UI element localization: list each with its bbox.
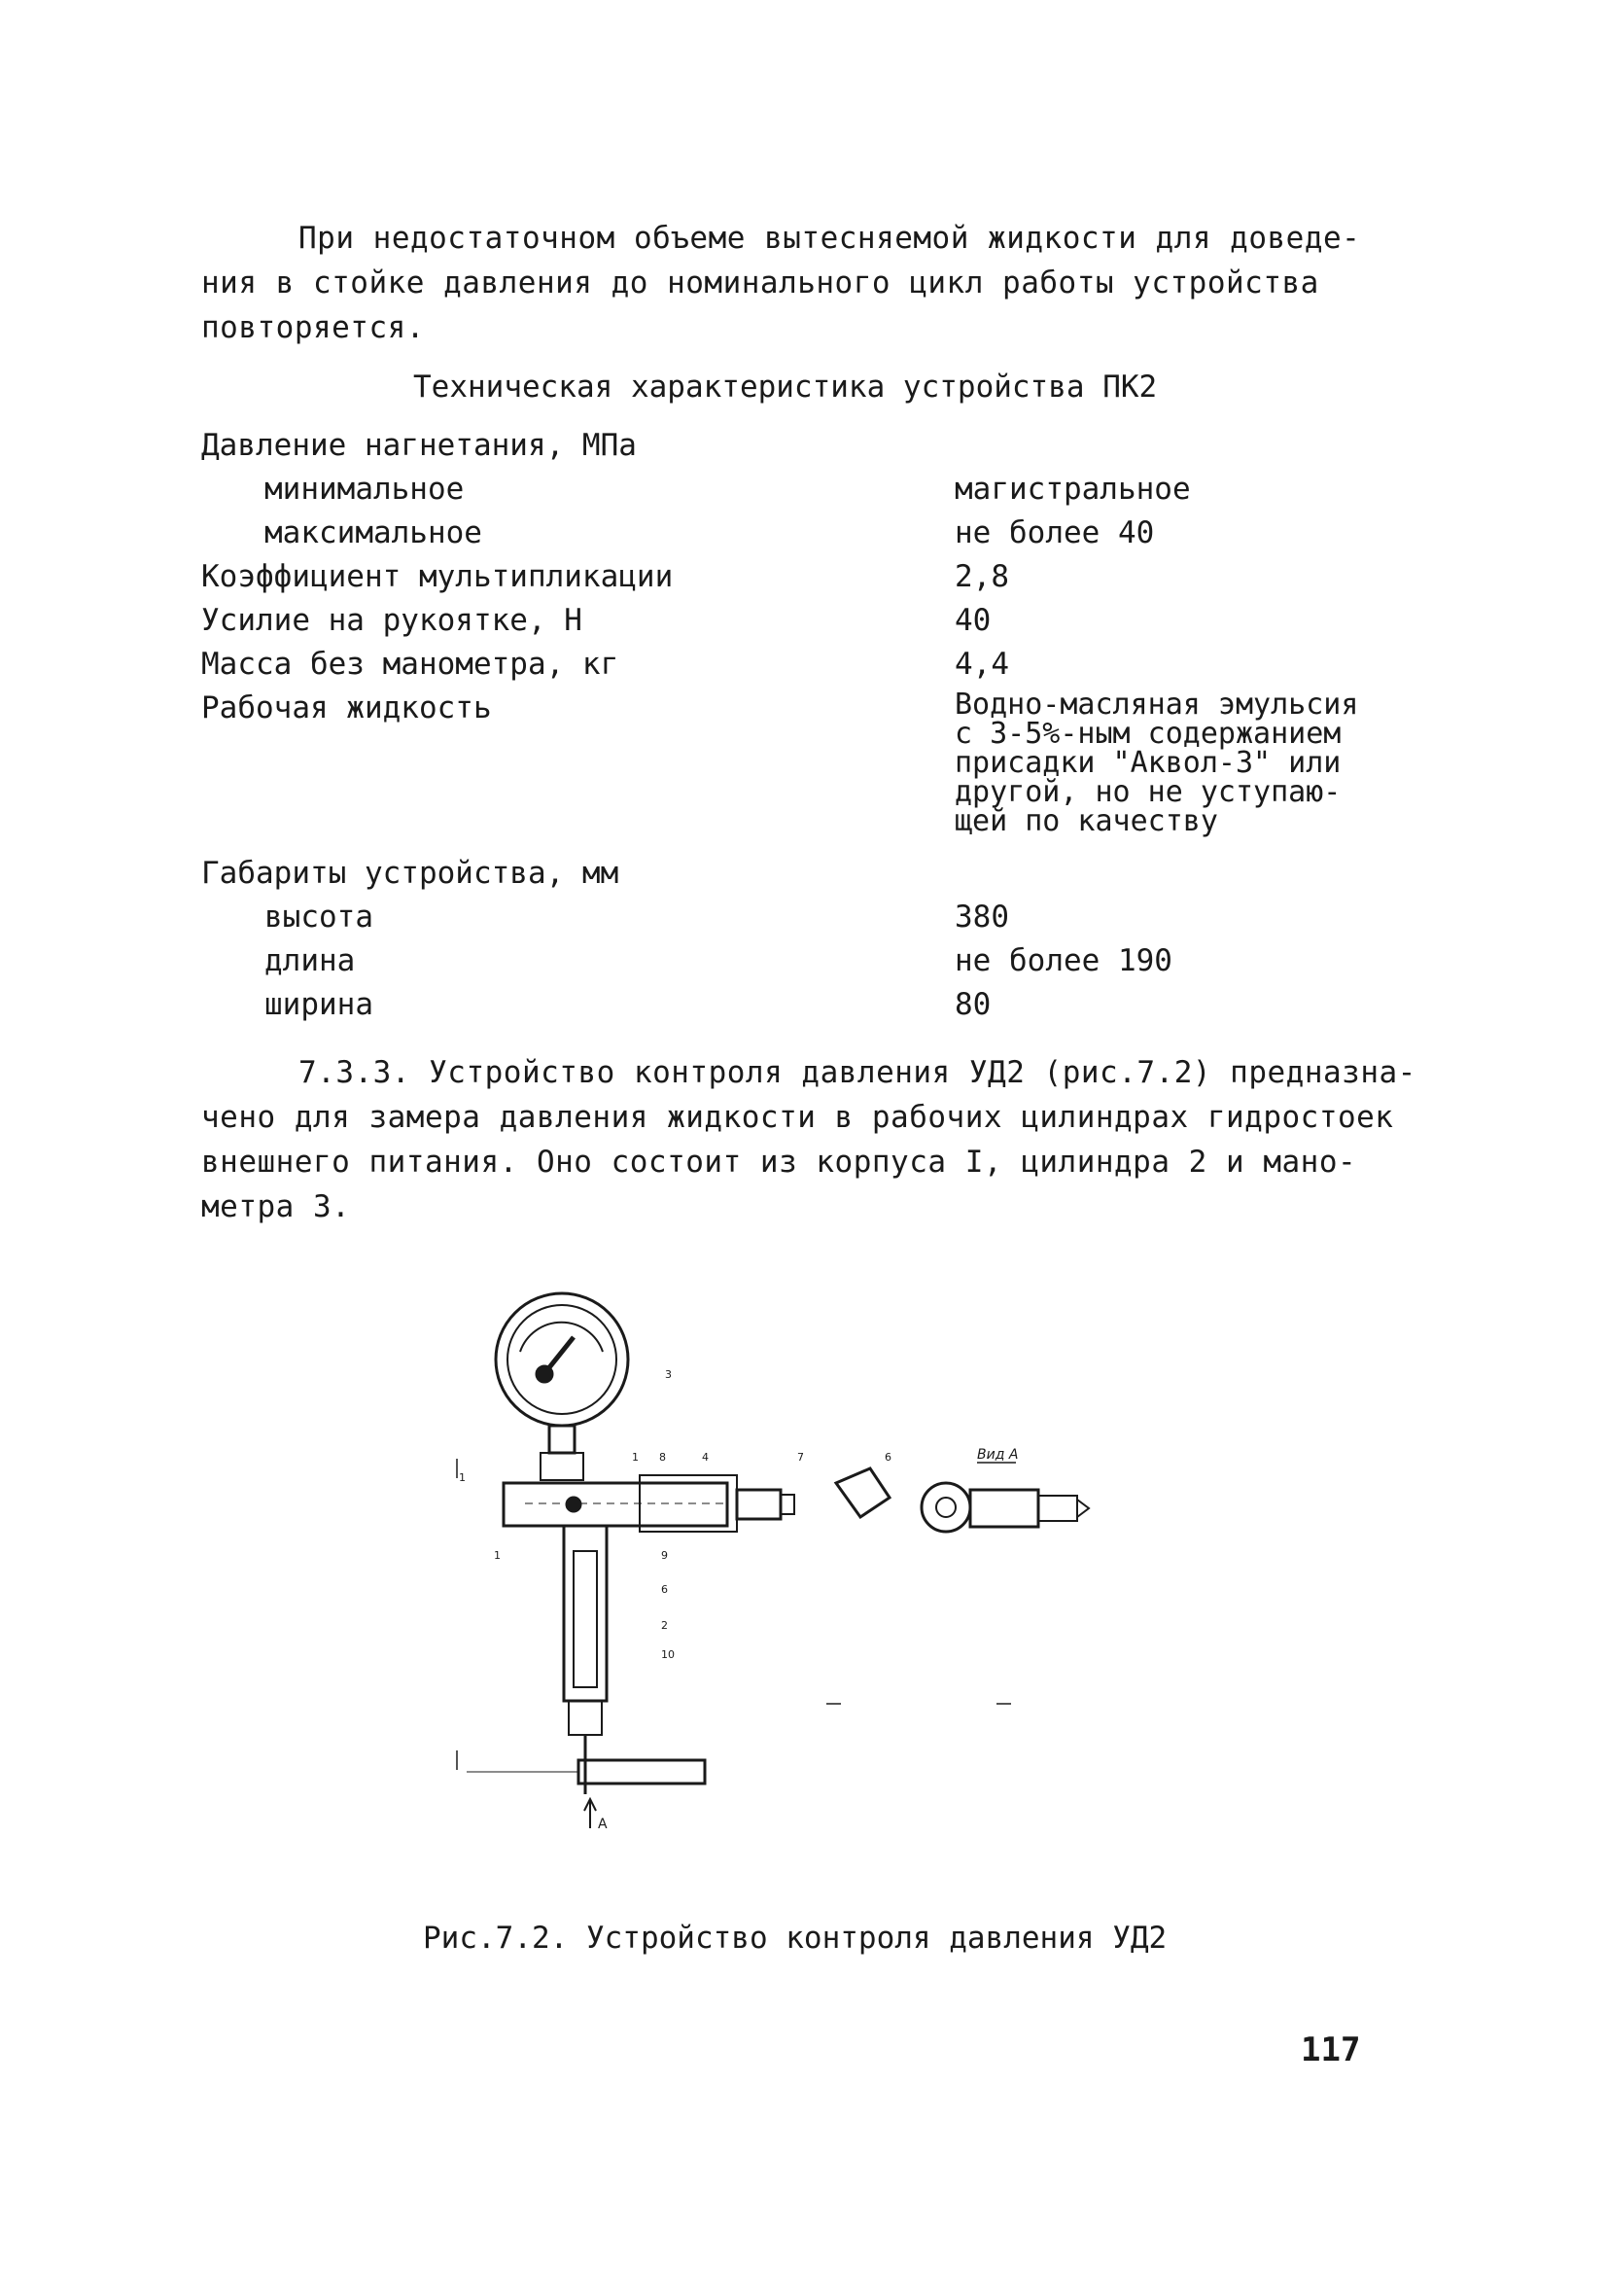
gauge-hub bbox=[537, 1366, 552, 1382]
callout-label: 1 bbox=[459, 1471, 466, 1484]
intro-line-1: При недостаточном объеме вытесняемой жидкости для доведе- bbox=[298, 221, 1361, 256]
spec-row-min bbox=[201, 472, 1416, 515]
mult-label: Коэффициент мультипликации bbox=[201, 559, 674, 594]
mass-value: 4,4 bbox=[955, 647, 1009, 682]
spec-row-width bbox=[201, 987, 1416, 1031]
cylinder-piston bbox=[574, 1551, 597, 1687]
callout-label: 2 bbox=[661, 1619, 668, 1632]
spec-row-mult bbox=[201, 559, 1416, 603]
spec-row-length bbox=[201, 943, 1416, 987]
side-view-ring bbox=[922, 1483, 970, 1532]
dims-label: Габариты устройства, мм bbox=[201, 856, 619, 891]
section-paragraph bbox=[201, 1050, 1416, 1229]
fluid-value bbox=[955, 690, 1358, 836]
fluid-value-line: другой, но не уступаю- bbox=[955, 775, 1342, 809]
fluid-value-line: присадки "Аквол-3" или bbox=[955, 746, 1342, 780]
fluid-value-line: щей по качеству bbox=[955, 804, 1218, 838]
spec-row-dims bbox=[201, 856, 1416, 900]
fluid-value-line: с 3-5%-ным содержанием bbox=[955, 717, 1342, 751]
spec-row-mass bbox=[201, 647, 1416, 690]
force-label: Усилие на рукоятке, Н bbox=[201, 603, 582, 638]
housing-body bbox=[504, 1483, 727, 1526]
callout-label: 6 bbox=[885, 1451, 891, 1464]
max-value: не более 40 bbox=[955, 515, 1155, 550]
section-line-4: метра 3. bbox=[201, 1189, 351, 1224]
device-drawing bbox=[428, 1284, 1147, 1848]
manometer bbox=[496, 1293, 628, 1480]
callout-label: 1 bbox=[494, 1549, 501, 1562]
callout-label: 7 bbox=[797, 1451, 804, 1464]
spec-row-force bbox=[201, 603, 1416, 647]
side-view-elbow bbox=[836, 1468, 890, 1517]
section-line-3: внешнего питания. Оно состоит из корпуса I, цилиндра 2 и мано- bbox=[201, 1145, 1357, 1180]
force-value: 40 bbox=[955, 603, 992, 638]
callout-label: 9 bbox=[661, 1549, 668, 1562]
height-label: высота bbox=[264, 900, 373, 935]
fluid-value-line: Водно-масляная эмульсия bbox=[955, 688, 1359, 722]
cylinder-base bbox=[569, 1701, 602, 1735]
housing bbox=[504, 1475, 794, 1532]
housing-end-fitting bbox=[737, 1490, 781, 1519]
callout-label: 3 bbox=[665, 1368, 672, 1381]
intro-line-3: повторяется. bbox=[201, 310, 425, 345]
gauge-outer-ring bbox=[496, 1293, 628, 1426]
spec-title: Техническая характеристика устройства ПК2 bbox=[413, 370, 1158, 405]
view-arrow-label: А bbox=[598, 1817, 608, 1832]
side-view-body bbox=[970, 1490, 1038, 1527]
spec-table bbox=[201, 428, 1416, 1031]
page-number: 117 bbox=[1301, 2031, 1361, 2069]
intro-line-2: ния в стойке давления до номинального цикл работы устройства bbox=[201, 265, 1319, 300]
view-a-label: Вид А bbox=[977, 1447, 1019, 1463]
section-line-1: 7.3.3. Устройство контроля давления УД2 (рис.7.2) предназна- bbox=[298, 1055, 1416, 1090]
side-view-ring-inner bbox=[936, 1498, 956, 1517]
side-view-tip bbox=[1077, 1500, 1089, 1517]
spec-row-fluid bbox=[201, 690, 1416, 856]
width-label: ширина bbox=[264, 987, 373, 1022]
callout-label: 1 bbox=[632, 1451, 639, 1464]
length-value: не более 190 bbox=[955, 943, 1172, 978]
housing-end-cap bbox=[781, 1495, 794, 1514]
spec-row-max bbox=[201, 515, 1416, 559]
side-view-fitting bbox=[1038, 1496, 1077, 1521]
section-line-2: чено для замера давления жидкости в рабочих цилиндрах гидростоек bbox=[201, 1100, 1394, 1135]
bottom-tube bbox=[578, 1760, 705, 1784]
length-label: длина bbox=[264, 943, 356, 978]
housing-valve bbox=[567, 1498, 580, 1511]
gauge-scale-arc bbox=[520, 1323, 603, 1352]
fluid-label: Рабочая жидкость bbox=[201, 690, 492, 725]
mult-value: 2,8 bbox=[955, 559, 1009, 594]
mass-label: Масса без манометра, кг bbox=[201, 647, 619, 682]
spec-row-height bbox=[201, 900, 1416, 943]
callout-label: 6 bbox=[661, 1583, 668, 1596]
callout-label: 4 bbox=[702, 1451, 709, 1464]
intro-paragraph bbox=[201, 216, 1360, 350]
side-view bbox=[836, 1447, 1089, 1532]
min-label: минимальное bbox=[264, 472, 465, 507]
cylinder bbox=[467, 1526, 705, 1832]
callout-label: 10 bbox=[661, 1648, 675, 1661]
pressure-label: Давление нагнетания, МПа bbox=[201, 428, 637, 463]
max-label: максимальное bbox=[264, 515, 482, 550]
gauge-stem bbox=[549, 1426, 575, 1453]
callout-label: 8 bbox=[659, 1451, 666, 1464]
width-value: 80 bbox=[955, 987, 992, 1022]
height-value: 380 bbox=[955, 900, 1009, 935]
min-value: магистральное bbox=[955, 472, 1191, 507]
gauge-nut bbox=[541, 1453, 583, 1480]
figure-caption: Рис.7.2. Устройство контроля давления УД2 bbox=[423, 1921, 1168, 1956]
dimension-marks bbox=[457, 1459, 1011, 1770]
spec-row-pressure bbox=[201, 428, 1416, 472]
